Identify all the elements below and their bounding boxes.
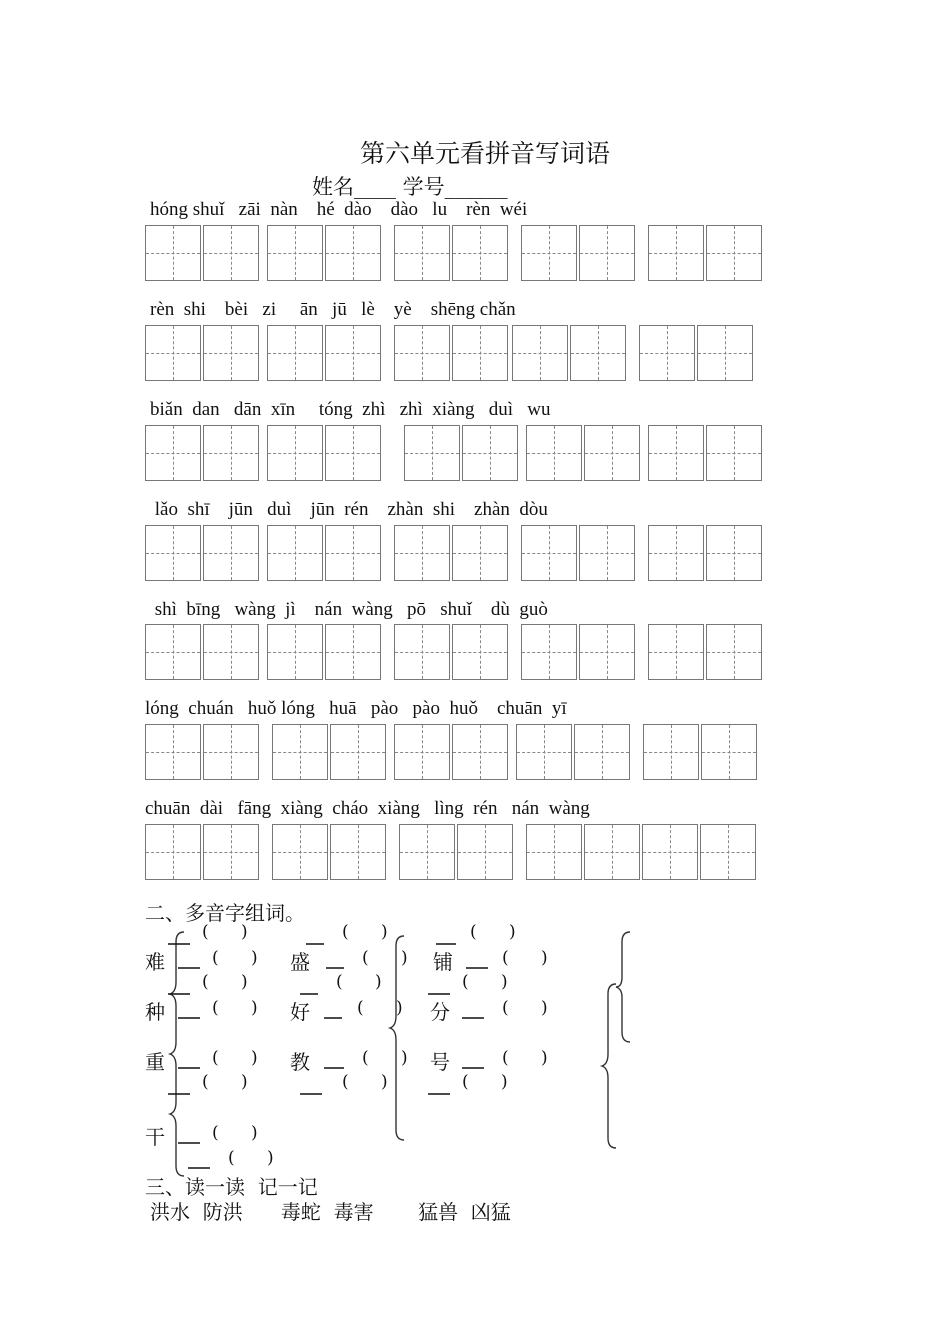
writing-cell[interactable] [452,325,508,381]
poly-char: 铺 [433,950,453,974]
writing-cell[interactable] [570,325,626,381]
writing-grid-row-2 [0,325,800,381]
writing-cell[interactable] [325,225,381,281]
answer-blank[interactable]: ( ) [202,1072,248,1092]
writing-cell[interactable] [203,425,259,481]
writing-cell[interactable] [526,824,582,880]
answer-blank[interactable]: ( ) [502,1048,548,1068]
pinyin-row-4: lǎo shī jūn duì jūn rén zhàn shi zhàn dòu [150,499,548,520]
poly-char: 教 [290,1050,310,1074]
writing-cell[interactable] [706,225,762,281]
answer-blank[interactable]: ( ) [212,1123,258,1143]
writing-cell[interactable] [267,525,323,581]
pinyin-row-1: hóng shuǐ zāi nàn hé dào dào lu rèn wéi [150,199,528,220]
writing-cell[interactable] [452,225,508,281]
writing-cell[interactable] [452,525,508,581]
writing-cell[interactable] [267,225,323,281]
writing-cell[interactable] [325,325,381,381]
writing-cell[interactable] [267,425,323,481]
poly-char: 难 [145,950,165,974]
pinyin-row-5: shì bīng wàng jì nán wàng pō shuǐ dù guò [150,599,548,620]
writing-cell[interactable] [203,724,259,780]
writing-cell[interactable] [267,624,323,680]
writing-cell[interactable] [526,425,582,481]
writing-cell[interactable] [516,724,572,780]
writing-cell[interactable] [399,824,455,880]
writing-cell[interactable] [639,325,695,381]
writing-cell[interactable] [145,724,201,780]
writing-grid-row-3 [0,425,800,481]
writing-cell[interactable] [394,525,450,581]
writing-cell[interactable] [203,624,259,680]
writing-cell[interactable] [521,225,577,281]
writing-cell[interactable] [203,225,259,281]
writing-cell[interactable] [579,225,635,281]
word-list: 洪水 防洪 毒蛇 毒害 猛兽 凶猛 [150,1200,511,1224]
writing-cell[interactable] [203,824,259,880]
writing-cell[interactable] [648,624,704,680]
answer-blank[interactable]: ( ) [357,998,403,1018]
writing-cell[interactable] [145,225,201,281]
writing-cell[interactable] [701,724,757,780]
writing-cell[interactable] [457,824,513,880]
poly-char: 分 [430,1000,450,1024]
writing-grid-row-5 [0,624,800,680]
pinyin-row-7: chuān dài fāng xiàng cháo xiàng lìng rén nán wàng [145,798,590,819]
writing-cell[interactable] [697,325,753,381]
writing-cell[interactable] [272,724,328,780]
writing-cell[interactable] [394,225,450,281]
answer-blank[interactable]: ( ) [202,922,248,942]
section-3-heading: 三、读一读 记一记 [145,1175,318,1199]
writing-cell[interactable] [584,824,640,880]
pinyin-row-6: lóng chuán huǒ lóng huā pào pào huǒ chuān yī [145,698,567,719]
writing-cell[interactable] [579,624,635,680]
writing-cell[interactable] [267,325,323,381]
writing-cell[interactable] [574,724,630,780]
answer-blank[interactable]: ( ) [212,948,258,968]
writing-grid-row-1 [0,225,800,281]
poly-char: 盛 [290,950,310,974]
writing-cell[interactable] [452,624,508,680]
writing-cell[interactable] [145,525,201,581]
writing-cell[interactable] [700,824,756,880]
writing-cell[interactable] [330,824,386,880]
writing-cell[interactable] [706,525,762,581]
writing-cell[interactable] [648,225,704,281]
answer-blank[interactable]: ( ) [470,922,516,942]
writing-cell[interactable] [145,325,201,381]
answer-blank[interactable]: ( ) [362,1048,408,1068]
answer-blank[interactable]: ( ) [342,1072,388,1092]
writing-cell[interactable] [272,824,328,880]
answer-blank[interactable]: ( ) [502,998,548,1018]
writing-cell[interactable] [648,525,704,581]
page-title: 第六单元看拼音写词语 [360,139,611,168]
answer-blank[interactable]: ( ) [212,1048,258,1068]
answer-blank[interactable]: ( ) [228,1148,274,1168]
writing-cell[interactable] [404,425,460,481]
writing-cell[interactable] [642,824,698,880]
writing-cell[interactable] [452,724,508,780]
writing-cell[interactable] [145,624,201,680]
answer-blank[interactable]: ( ) [336,972,382,992]
writing-cell[interactable] [579,525,635,581]
poly-char: 种 [145,1000,165,1024]
writing-cell[interactable] [145,425,201,481]
writing-cell[interactable] [462,425,518,481]
answer-blank[interactable]: ( ) [462,1072,508,1092]
answer-blank[interactable]: ( ) [202,972,248,992]
writing-cell[interactable] [706,425,762,481]
writing-grid-row-6 [0,724,800,780]
poly-char: 重 [145,1050,165,1074]
answer-blank[interactable]: ( ) [342,922,388,942]
writing-cell[interactable] [584,425,640,481]
poly-char: 干 [145,1125,165,1149]
writing-cell[interactable] [325,425,381,481]
answer-blank[interactable]: ( ) [462,972,508,992]
writing-grid-row-4 [0,525,800,581]
writing-cell[interactable] [394,325,450,381]
writing-cell[interactable] [521,525,577,581]
writing-cell[interactable] [648,425,704,481]
writing-cell[interactable] [203,525,259,581]
pinyin-row-3: biǎn dan dān xīn tóng zhì zhì xiàng duì wu [150,399,551,420]
writing-cell[interactable] [330,724,386,780]
writing-grid-row-7 [0,824,800,880]
name-id-line: 姓名____ 学号______ [312,175,508,199]
writing-cell[interactable] [394,724,450,780]
pinyin-row-2: rèn shi bèi zi ān jū lè yè shēng chǎn [150,299,516,320]
writing-cell[interactable] [203,325,259,381]
poly-char: 号 [430,1050,450,1074]
answer-blank[interactable]: ( ) [362,948,408,968]
writing-cell[interactable] [145,824,201,880]
writing-cell[interactable] [325,525,381,581]
writing-cell[interactable] [325,624,381,680]
writing-cell[interactable] [706,624,762,680]
writing-cell[interactable] [512,325,568,381]
section-2-heading: 二、多音字组词。 [145,901,305,925]
writing-cell[interactable] [521,624,577,680]
answer-blank[interactable]: ( ) [212,998,258,1018]
answer-blank[interactable]: ( ) [502,948,548,968]
writing-cell[interactable] [643,724,699,780]
poly-char: 好 [290,1000,310,1024]
writing-cell[interactable] [394,624,450,680]
